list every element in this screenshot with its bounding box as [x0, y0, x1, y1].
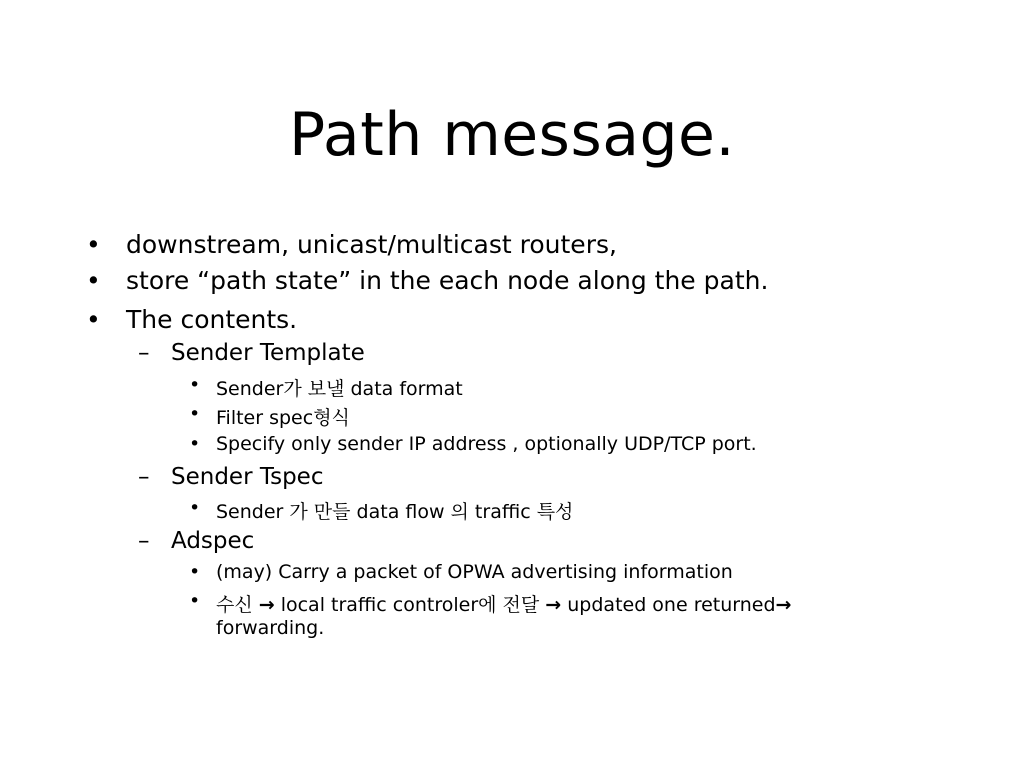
bullet-marker: •	[189, 433, 201, 455]
right-arrow-icon: →	[775, 594, 792, 616]
right-arrow-icon: →	[258, 594, 275, 616]
bullet-text: downstream, unicast/multicast routers,	[126, 230, 617, 259]
text-fragment: local traffic controler에 전달	[274, 594, 546, 616]
bullet-marker: •	[189, 374, 201, 396]
bullet-marker: •	[86, 305, 101, 334]
bullet-marker: •	[86, 266, 101, 295]
sub-sub-item-text: Sender가 보낼 data format	[216, 378, 463, 400]
right-arrow-icon: →	[545, 594, 562, 616]
text-fragment: 수신	[216, 594, 259, 616]
sub-item-label: Sender Tspec	[171, 464, 324, 490]
dash-marker: –	[138, 340, 150, 366]
bullet-text: store “path state” in the each node along the path.	[126, 266, 769, 295]
bullet-marker: •	[189, 497, 201, 519]
slide-title: Path message.	[288, 100, 736, 170]
bullet-marker: •	[189, 590, 201, 612]
bullet-marker: •	[189, 561, 201, 583]
sub-item-label: Adspec	[171, 528, 255, 554]
bullet-marker: •	[189, 403, 201, 425]
text-fragment: updated one returned	[561, 594, 776, 616]
bullet-marker: •	[86, 230, 101, 259]
sub-sub-item-text: forwarding.	[216, 617, 325, 639]
sub-sub-item-text: Filter spec형식	[216, 407, 350, 429]
dash-marker: –	[138, 464, 150, 490]
dash-marker: –	[138, 528, 150, 554]
sub-sub-item-text: (may) Carry a packet of OPWA advertising information	[216, 561, 733, 583]
sub-sub-item-text	[216, 590, 791, 617]
bullet-text: The contents.	[126, 305, 298, 334]
sub-sub-item-text: Sender 가 만들 data flow 의 traffic 특성	[216, 501, 574, 523]
sub-item-label: Sender Template	[171, 340, 365, 366]
sub-sub-item-text: Specify only sender IP address , optionally UDP/TCP port.	[216, 433, 757, 455]
